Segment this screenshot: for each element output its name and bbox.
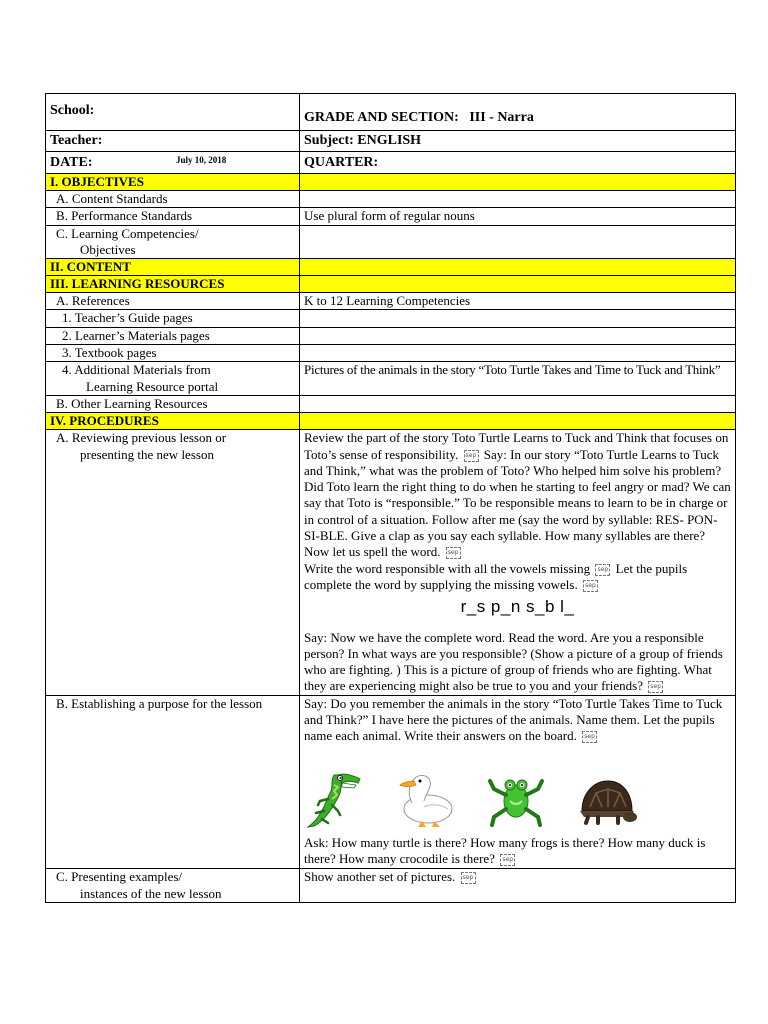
additional-materials-line1: 4. Additional Materials from	[62, 362, 211, 378]
performance-standards-row	[46, 208, 736, 225]
school-label: School:	[50, 103, 95, 118]
additional-materials-row	[46, 362, 736, 396]
procedures-title: IV. PROCEDURES	[46, 413, 300, 430]
placeholder-icon: sep	[500, 854, 515, 866]
additional-materials-cell	[46, 362, 300, 396]
date-row	[46, 152, 736, 174]
competencies-row	[46, 225, 736, 259]
procedure-a-text1: Review the part of the story Toto Turtle Learns to Tuck and Think that focuses on Toto’s sense of responsibility.	[304, 430, 729, 462]
procedure-a-text2: Say: In our story “Toto Turtle Learns to Tuck and Think,” what was the problem of Toto? Who helped him solve his problem? Did Toto learn the right thing to do when he starting to feel angry or mad? We can say that Toto is “responsible.” To be responsible means to learn to be in charge or in control of a situation. Follow after me (say the word by syllable: RES- PON-SI-BLE. Give a clap as you say each syllable. How many syllables are there? Now let us spell the word.	[304, 446, 731, 560]
procedure-b-label: B. Establishing a purpose for the lesson	[46, 695, 300, 868]
resources-header-row	[46, 276, 736, 293]
procedure-a-row	[46, 430, 736, 695]
lesson-plan	[45, 93, 735, 903]
grade-label: GRADE AND SECTION:	[304, 110, 459, 125]
date-label: DATE:	[50, 155, 93, 170]
procedures-header-row	[46, 413, 736, 430]
additional-materials-line2: Learning Resource portal	[86, 378, 219, 394]
procedure-c-row	[46, 869, 736, 903]
teachers-guide-row	[46, 310, 736, 327]
competencies-cell	[46, 225, 300, 259]
placeholder-icon: sep	[582, 731, 597, 743]
placeholder-icon: sep	[583, 580, 598, 592]
procedure-c-cell	[46, 869, 300, 903]
competencies-label-line1: C. Learning Competencies/	[56, 225, 199, 241]
performance-standards-label: B. Performance Standards	[46, 208, 300, 225]
content-standards-row	[46, 191, 736, 208]
duck-icon	[394, 769, 458, 829]
turtle-icon	[574, 773, 638, 829]
placeholder-icon: sep	[648, 681, 663, 693]
procedure-a-content	[300, 430, 736, 695]
resources-title: III. LEARNING RESOURCES	[46, 276, 300, 293]
procedure-a-line2: presenting the new lesson	[80, 446, 214, 462]
quarter-label: QUARTER:	[304, 155, 379, 170]
references-value: K to 12 Learning Competencies	[300, 293, 736, 310]
procedure-a-cell	[46, 430, 300, 695]
subject-cell	[300, 131, 736, 152]
procedure-b-text2: Ask: How many turtle is there? How many frogs is there? How many duck is there? How many crocodile is there?	[304, 834, 706, 866]
placeholder-icon: sep	[464, 450, 479, 462]
teacher-cell	[46, 131, 300, 152]
references-row	[46, 293, 736, 310]
objectives-header-row	[46, 174, 736, 191]
school-row	[46, 94, 736, 131]
procedure-b-content	[300, 695, 736, 868]
grade-cell	[300, 94, 736, 131]
crocodile-icon	[304, 771, 366, 829]
date-cell	[46, 152, 300, 174]
school-cell	[46, 94, 300, 131]
animal-pictures	[304, 767, 731, 829]
performance-standards-value: Use plural form of regular nouns	[300, 208, 736, 225]
content-title: II. CONTENT	[46, 259, 300, 276]
content-standards-label: A. Content Standards	[46, 191, 300, 208]
procedure-a-text3: Write the word responsible with all the vowels missing	[304, 560, 591, 576]
additional-materials-value: Pictures of the animals in the story “Toto Turtle Takes and Time to Tuck and Think”	[300, 362, 736, 396]
procedure-a-text4: Let the pupils complete the word by supplying the missing vowels.	[304, 560, 688, 592]
teacher-label: Teacher:	[50, 133, 103, 148]
procedure-b-row	[46, 695, 736, 868]
quarter-cell	[300, 152, 736, 174]
teacher-row	[46, 131, 736, 152]
teachers-guide-label: 1. Teacher’s Guide pages	[46, 310, 300, 327]
procedure-b-text1: Say: Do you remember the animals in the story “Toto Turtle Takes Time to Tuck and Think?” I have here the pictures of the animals. Name them. Let the pupils name each animal. Write their answers on the board.	[304, 695, 723, 744]
procedure-a-line1: A. Reviewing previous lesson or	[56, 430, 227, 446]
grade-value: III - Narra	[469, 110, 534, 125]
textbook-label: 3. Textbook pages	[46, 345, 300, 362]
frog-icon	[486, 771, 546, 829]
missing-vowels-word: r_s p_n s_b l_	[460, 597, 575, 617]
procedure-a-text5: Say: Now we have the complete word. Read the word. Are you a responsible person? In what ways are you responsible? (Show a picture of a group of friends who are fighting. ) This is a picture of group of friends who are fighting. What they are experiencing might also be true to you and your friends?	[304, 629, 723, 694]
procedure-c-line1: C. Presenting examples/	[56, 869, 183, 885]
placeholder-icon: sep	[446, 547, 461, 559]
lesson-plan-table	[45, 93, 736, 903]
other-resources-label: B. Other Learning Resources	[46, 395, 300, 412]
placeholder-icon: sep	[595, 564, 610, 576]
placeholder-icon: sep	[461, 872, 476, 884]
procedure-c-line2: instances of the new lesson	[80, 885, 222, 901]
learners-materials-label: 2. Learner’s Materials pages	[46, 327, 300, 344]
date-value: July 10, 2018	[176, 155, 227, 165]
other-resources-row	[46, 395, 736, 412]
procedure-c-content	[300, 869, 736, 903]
learners-materials-row	[46, 327, 736, 344]
objectives-title: I. OBJECTIVES	[46, 174, 300, 191]
references-label: A. References	[46, 293, 300, 310]
procedure-c-text: Show another set of pictures.	[304, 869, 456, 885]
subject-label: Subject: ENGLISH	[304, 133, 422, 148]
textbook-row	[46, 345, 736, 362]
content-header-row	[46, 259, 736, 276]
competencies-label-line2: Objectives	[80, 241, 136, 257]
